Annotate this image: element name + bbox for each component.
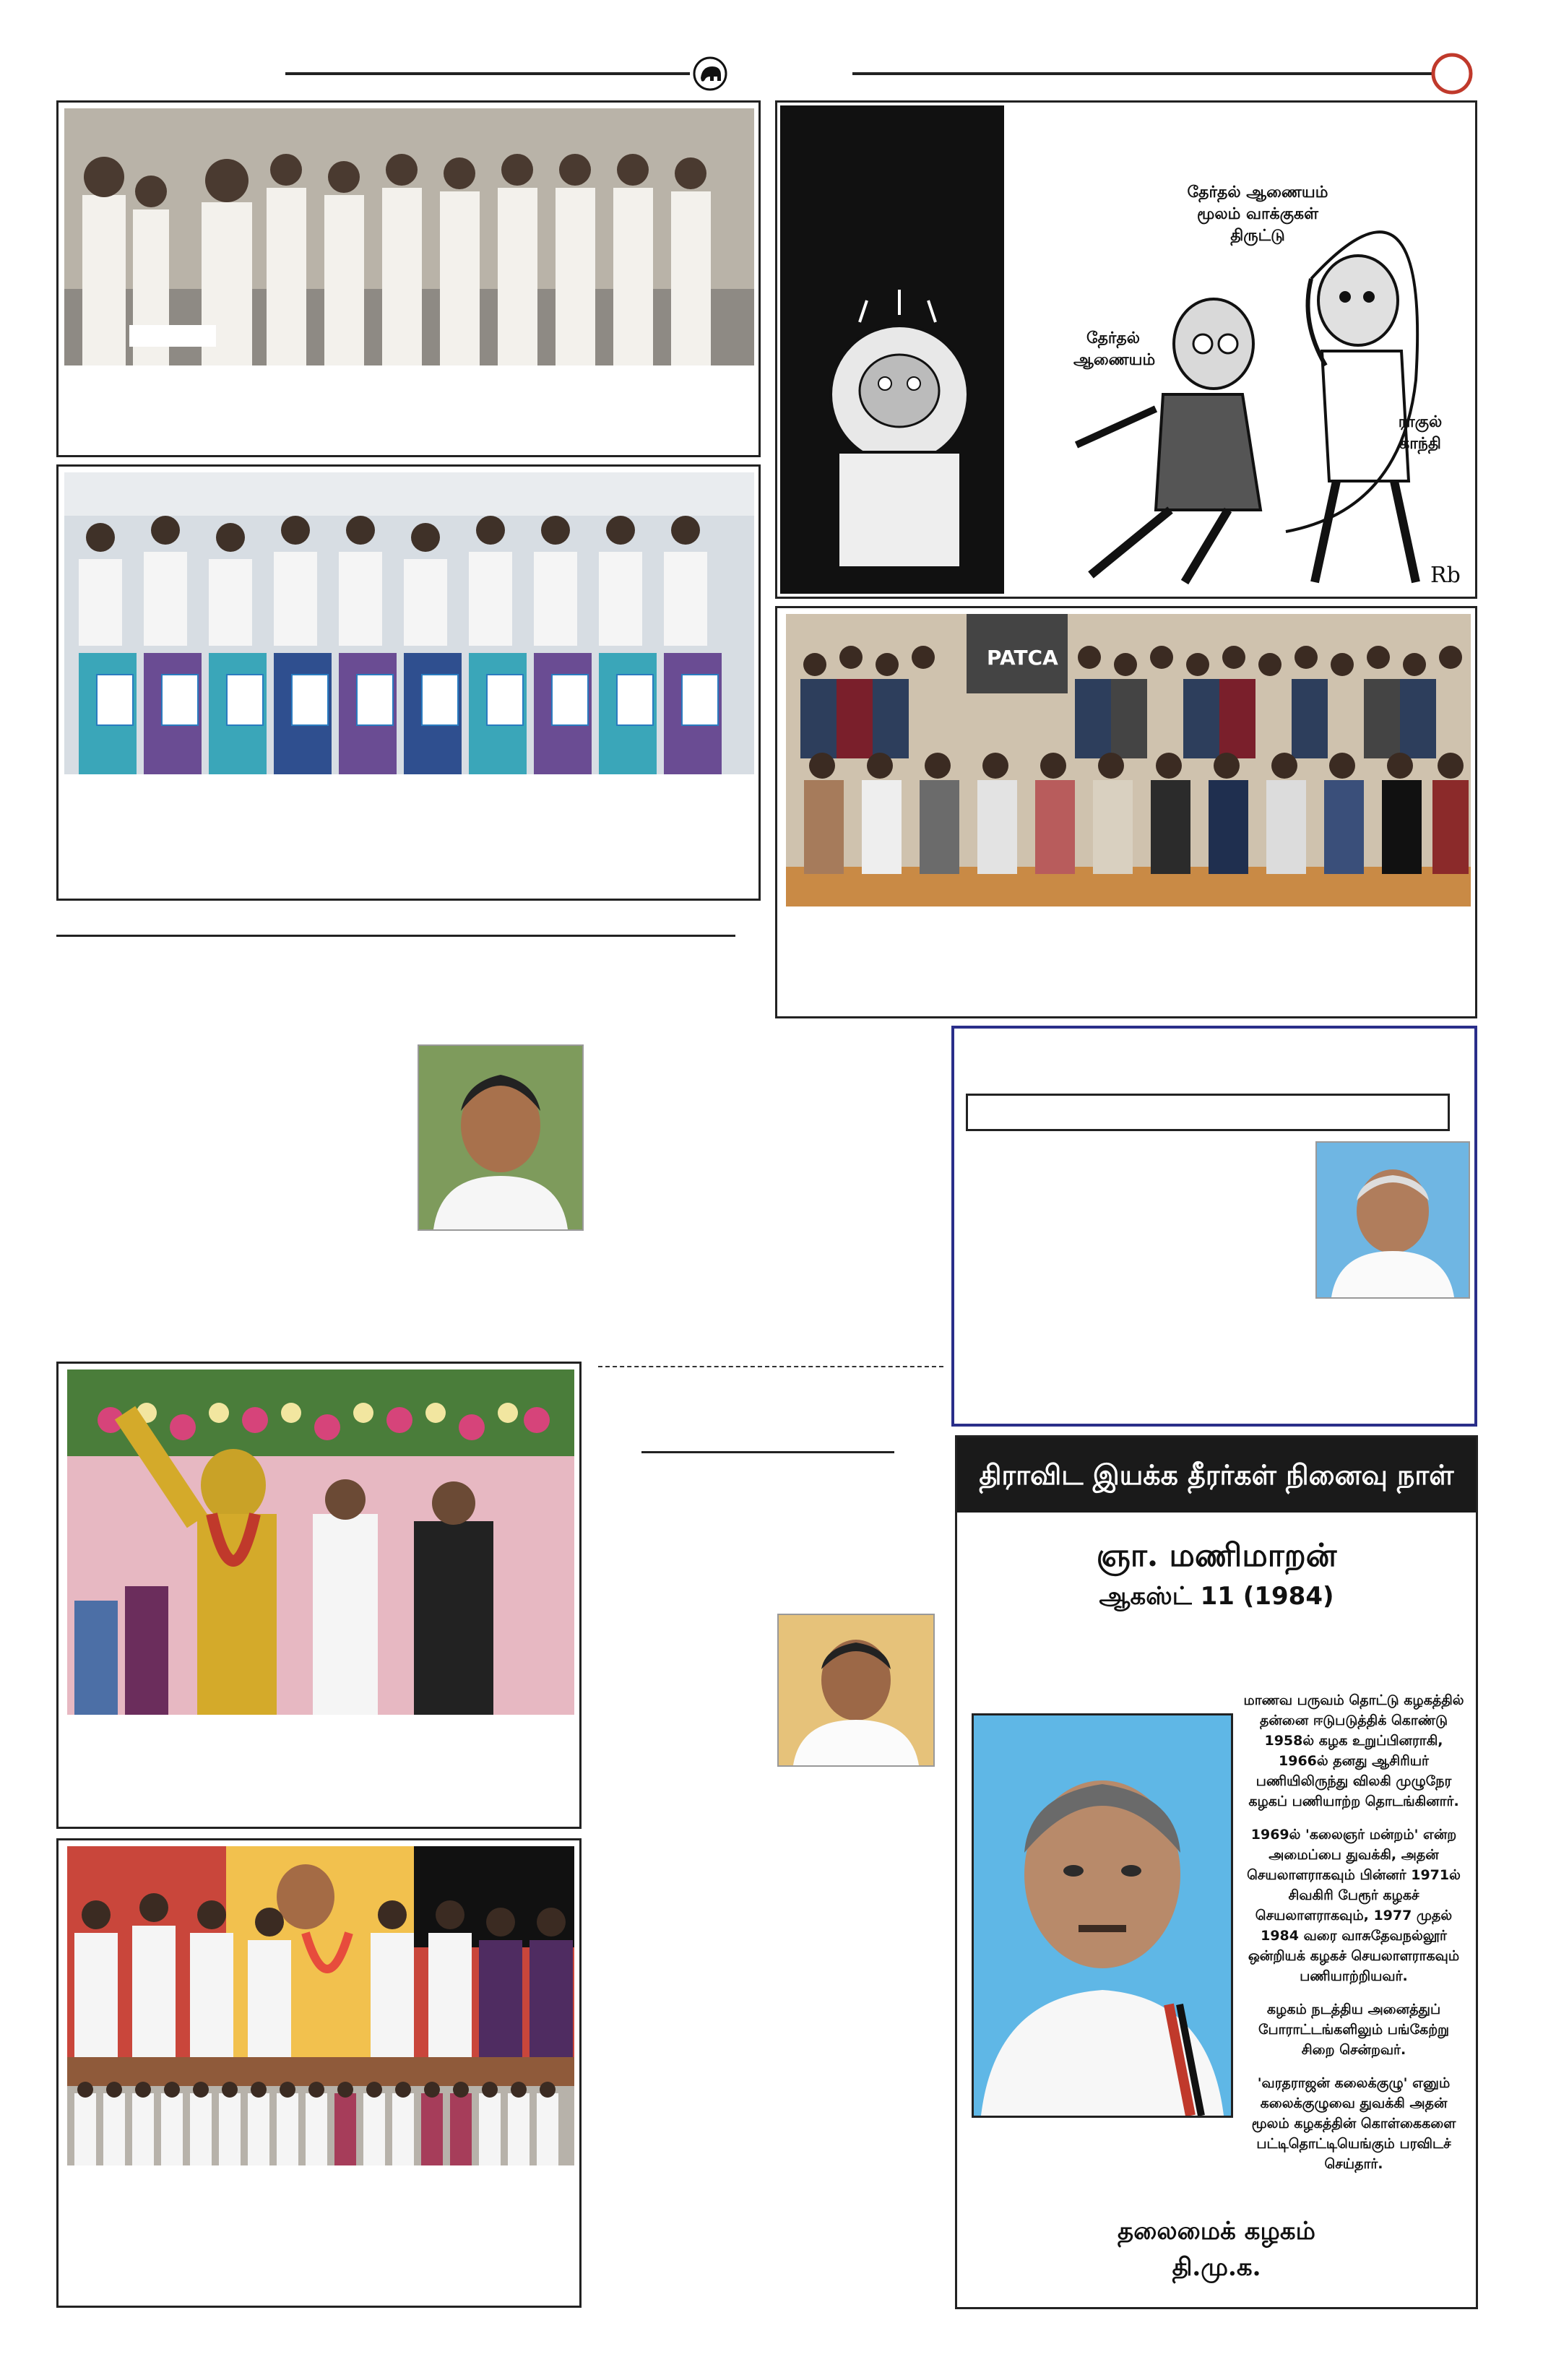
photo-celebration-group-2 xyxy=(67,2057,574,2165)
cartoon-caption-rahul-gandhi: ராகுல் காந்தி xyxy=(1398,413,1443,453)
short-divider xyxy=(641,1451,894,1453)
news-item-box-patca xyxy=(775,606,1477,1018)
header-rule-right xyxy=(852,72,1435,75)
cartoon-caption-vote-theft: தேர்தல் ஆணையம் மூலம் வாக்குகள் திருட்டு xyxy=(1187,183,1328,245)
circle-badge-icon xyxy=(1430,52,1474,95)
tribute-paragraph-4: 'வரதராஜன் கலைக்குழு' எனும் கலைக்குழுவை துவக்கி அதன் மூலம் கழகத்தின் கொள்கைகளை பட்டிதொட்டியெங்கும் பரவிடச் செய்தார். xyxy=(1251,2075,1456,2172)
group-photo-certificates xyxy=(64,472,754,774)
patca-banner-text: PATCA xyxy=(987,646,1058,670)
tribute-footer-party: தி.மு.க. xyxy=(1172,2253,1261,2282)
header-rule-left xyxy=(285,72,690,75)
elephant-emblem-icon xyxy=(692,56,728,91)
tribute-heading: திராவிட இயக்க தீரர்கள் நினைவு நாள் xyxy=(957,1437,1476,1513)
memorial-tribute-box xyxy=(955,1435,1478,2309)
group-photo-officials xyxy=(64,108,754,365)
section-divider-left xyxy=(56,935,735,937)
photo-statue-garlanding xyxy=(67,1369,574,1715)
tribute-date: ஆகஸ்ட் 11 (1984) xyxy=(1099,1582,1334,1611)
tribute-paragraph-3: கழகம் நடத்திய அனைத்துப் போராட்டங்களிலும் பங்கேற்று சிறை சென்றவர். xyxy=(1258,2002,1450,2058)
tribute-paragraph-1: மாணவ பருவம் தொட்டு கழகத்தில் தன்னை ஈடுபடுத்திக் கொண்டு 1958ல் கழக உறுப்பினராகி, 1966ல் தனது ஆசிரியர் பணியிலிருந்து விலகி முழுநேர கழகப் பணியாற்ற தொடங்கினார். xyxy=(1243,1692,1464,1809)
tribute-paragraph-2: 1969ல் 'கலைஞர் மன்றம்' என்ற அமைப்பை துவக்கி, அதன் செயலாளராகவும் பின்னர் 1971ல் சிவகிரி பேரூர் கழகச் செயலாளராகவும், 1977 முதல் 1984 வரை வாசுதேவநல்லூர் ஒன்றியக் கழகச் செயலாளராகவும் பணியாற்றியவர். xyxy=(1247,1827,1461,1984)
political-cartoon-box xyxy=(775,100,1477,599)
news-item-box-1 xyxy=(56,100,761,457)
news-item-box-2 xyxy=(56,464,761,901)
news-item-box-statue xyxy=(56,1362,582,1829)
svg-text:Rb: Rb xyxy=(1430,563,1461,588)
photo-celebration-group-1 xyxy=(67,1846,574,2057)
portrait-photo-3 xyxy=(777,1614,935,1767)
group-photo-patca xyxy=(786,614,1471,906)
tribute-portrait-photo xyxy=(972,1713,1233,2118)
tribute-person-name: ஞா. மணிமாறன் xyxy=(1096,1537,1337,1574)
tribute-biography xyxy=(1240,1690,1467,2187)
news-item-box-celebration xyxy=(56,1838,582,2308)
cartoon-caption-election-commission: தேர்தல் ஆணையம் xyxy=(1073,329,1156,369)
portrait-photo-1 xyxy=(418,1044,584,1231)
news-item-box-blue xyxy=(951,1026,1477,1427)
dashed-divider xyxy=(598,1366,943,1367)
portrait-photo-2 xyxy=(1315,1141,1470,1299)
tribute-footer-issuer: தலைமைக் கழகம் xyxy=(1118,2217,1315,2246)
headline-bar-empty xyxy=(966,1094,1450,1131)
